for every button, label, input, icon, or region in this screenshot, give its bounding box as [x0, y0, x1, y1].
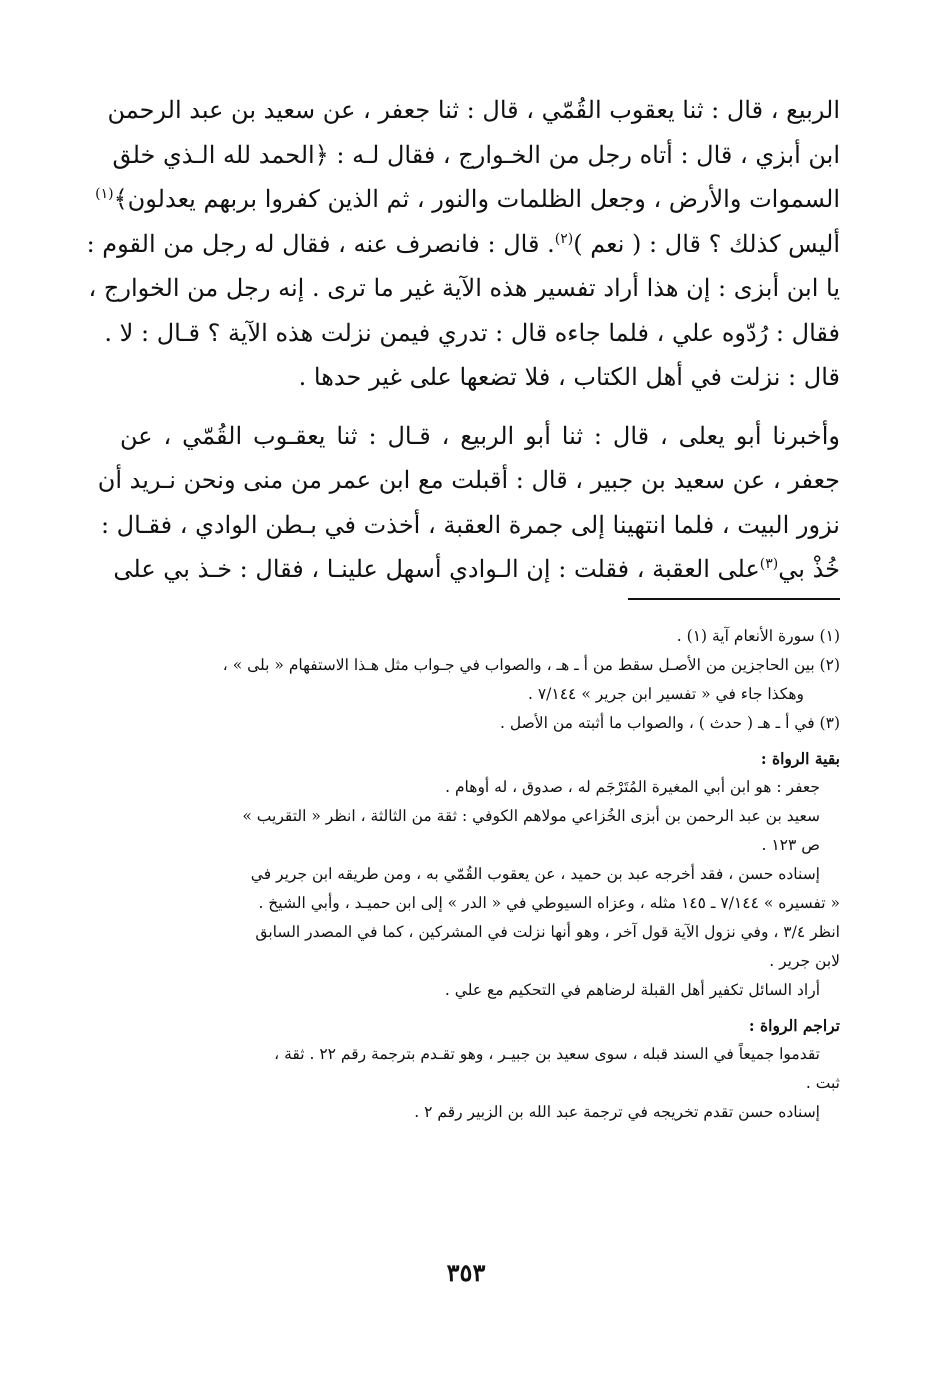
narrators-heading: بقية الرواة :	[760, 749, 840, 768]
text-line: قال : نزلت في أهل الكتاب ، فلا تضعها على غير حدها .	[298, 363, 840, 391]
text-line: وأخبرنا أبو يعلى ، قال : ثنا أبو الربيع ، قـال : ثنا يعقـوب القُمّي ، عن	[120, 421, 840, 450]
biography-note: تقدموا جميعاً في السند قبله ، سوى سعيد بن جبيـر ، وهو تقـدم بترجمة رقم ٢٢ . ثقة ،	[274, 1045, 820, 1063]
text-line: يا ابن أبزى : إن هذا أراد تفسير هذه الآية غير ما ترى . إنه رجل من الخوارج ،	[88, 274, 840, 302]
text-line: الربيع ، قال : ثنا يعقوب القُمّي ، قال : ثنا جعفر ، عن سعيد بن عبد الرحمن	[107, 96, 840, 124]
biographies-heading: تراجم الرواة :	[748, 1016, 840, 1035]
isnad-note: أراد السائل تكفير أهل القبلة لرضاهم في التحكيم مع علي .	[444, 981, 820, 999]
footnote-1: (١) سورة الأنعام آية (١) .	[676, 627, 840, 645]
text-line: فقال : رُدّوه علي ، فلما جاءه قال : تدري فيمن نزلت هذه الآية ؟ قـال : لا .	[104, 318, 840, 347]
isnad-note: انظر ٣/٤ ، وفي نزول الآية قول آخر ، وهو أنها نزلت في المشركين ، كما في المصدر السابق	[255, 923, 840, 941]
footnote-2-cont: وهكذا جاء في « تفسير ابن جرير » ٧/١٤٤ .	[528, 685, 804, 703]
quran-verse: السموات والأرض ، وجعل الظلمات والنور ، ثم الذين كفروا بربهم يعدلون﴾	[113, 185, 840, 213]
isnad-note: إسناده حسن ، فقد أخرجه عبد بن حميد ، عن يعقوب القُمّي به ، ومن طريقه ابن جرير في	[250, 865, 820, 883]
text-line: ابن أبزي ، قال : أتاه رجل من الخـوارج ، فقال لـه : ﴿الحمد لله الـذي خلق	[112, 140, 840, 169]
footnote-ref-2: (٢)	[554, 230, 574, 247]
text-line: خُذْ بي$^{(٣)}$على العقبة ، فقلت : إن الـوادي أسهل علينـا ، فقال : خـذ بي على	[113, 555, 840, 583]
text-line: أليس كذلك ؟ قال : ( نعم )$^{(٢)}$. قال : فانصرف عنه ، فقال له رجل من القوم :	[86, 229, 840, 258]
text-line	[95, 177, 840, 222]
isnad-note: لابن جرير .	[769, 952, 840, 970]
footnote-separator	[628, 598, 840, 600]
main-text	[86, 88, 840, 592]
narrator-note: جعفر : هو ابن أبي المغيرة المُتَرْجَم له ، صدوق ، له أوهام .	[445, 778, 820, 796]
biography-note: إسناده حسن تقدم تخريجه في ترجمة عبد الله بن الزبير رقم ٢ .	[414, 1103, 820, 1121]
paragraph-1	[86, 88, 840, 400]
isnad-note: « تفسيره » ٧/١٤٤ ـ ١٤٥ مثله ، وعزاه السيوطي في « الدر » إلى ابن حميـد ، وأبي الشيخ .	[258, 894, 840, 912]
footnote-ref-1: (١)	[95, 186, 114, 202]
page-number: ٣٥٣	[446, 1258, 486, 1287]
footnote-2: (٢) بين الحاجزين من الأصـل سقط من أ ـ هـ ، والصواب في جـواب مثل هـذا الاستفهام « بلى » ،	[222, 656, 840, 674]
footnote-ref-3: (٣)	[759, 556, 779, 572]
paragraph-2	[97, 414, 840, 592]
biography-note: ثبت .	[805, 1074, 840, 1092]
text-line: نزور البيت ، فلما انتهينا إلى جمرة العقبة ، أخذت في بـطن الوادي ، فقـال :	[100, 510, 840, 539]
footnote-3: (٣) في أ ـ هـ ( حدث ) ، والصواب ما أثبته من الأصل .	[500, 714, 840, 732]
narrator-note: سعيد بن عبد الرحمن بن أبزى الخُزاعي مولاهم الكوفي : ثقة من الثالثة ، انظر « التقريب »	[242, 807, 820, 825]
narrator-note: ص ١٢٣ .	[761, 836, 820, 854]
text-line: جعفر ، عن سعيد بن جبير ، قال : أقبلت مع ابن عمر من منى ونحن نـريد أن	[97, 466, 840, 494]
footnotes	[120, 622, 840, 1127]
